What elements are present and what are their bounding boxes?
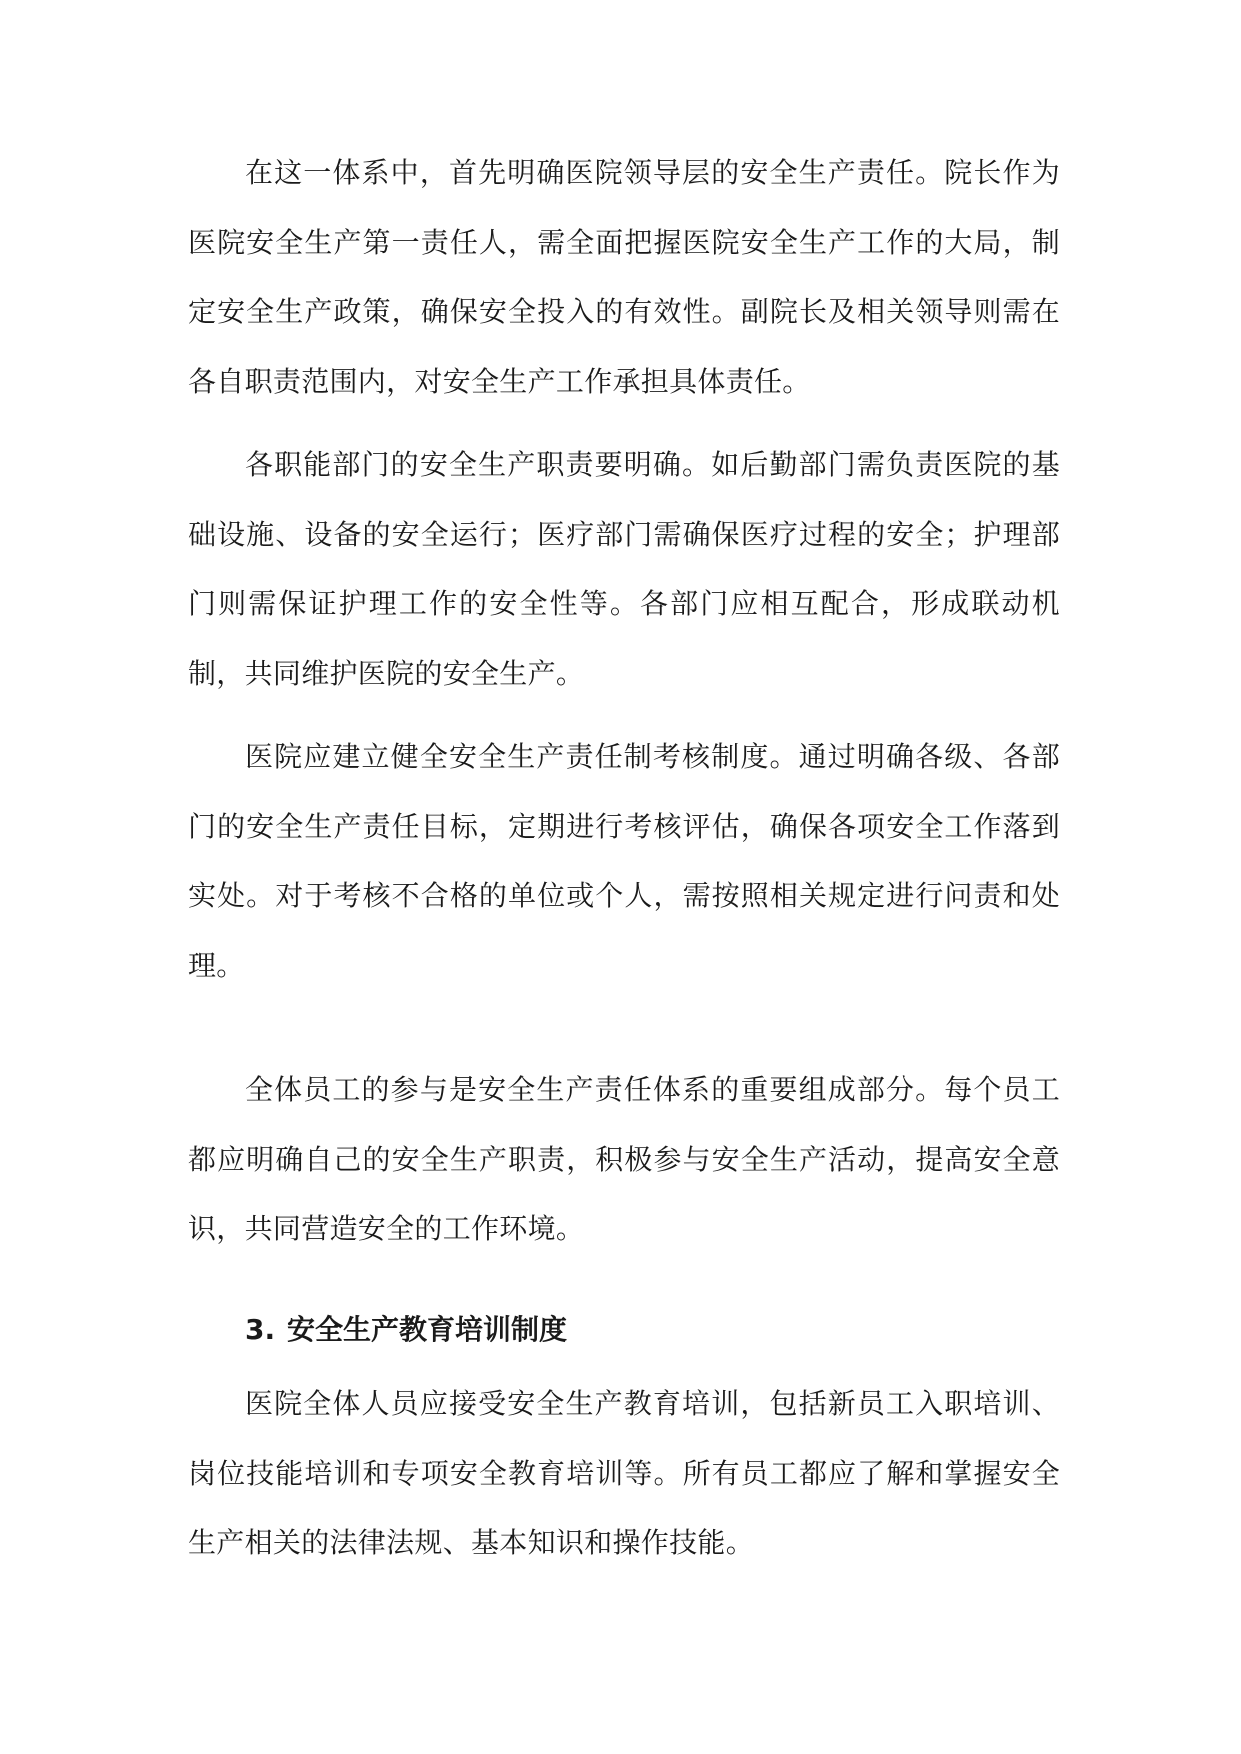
section-number: 3. [245,1313,276,1346]
section-title: 安全生产教育培训制度 [287,1313,568,1346]
paragraph-training-requirements: 医院全体人员应接受安全生产教育培训，包括新员工入职培训、岗位技能培训和专项安全教育培训等。所有员工都应了解和掌握安全生产相关的法律法规、基本知识和操作技能。 [188,1387,1060,1559]
paragraph-assessment-system: 医院应建立健全安全生产责任制考核制度。通过明确各级、各部门的安全生产责任目标，定期进行考核评估，确保各项安全工作落到实处。对于考核不合格的单位或个人，需按照相关规定进行问责和处理。 [188,740,1060,982]
section-heading [245,1302,567,1358]
paragraph-leadership-responsibility: 在这一体系中，首先明确医院领导层的安全生产责任。院长作为医院安全生产第一责任人，需全面把握医院安全生产工作的大局，制定安全生产政策，确保安全投入的有效性。副院长及相关领导则需在各自职责范围内，对安全生产工作承担具体责任。 [188,156,1060,398]
paragraph-department-duties: 各职能部门的安全生产职责要明确。如后勤部门需负责医院的基础设施、设备的安全运行；医疗部门需确保医疗过程的安全；护理部门则需保证护理工作的安全性等。各部门应相互配合，形成联动机制，共同维护医院的安全生产。 [188,448,1060,690]
paragraph-staff-participation: 全体员工的参与是安全生产责任体系的重要组成部分。每个员工都应明确自己的安全生产职责，积极参与安全生产活动，提高安全意识，共同营造安全的工作环境。 [188,1073,1060,1245]
